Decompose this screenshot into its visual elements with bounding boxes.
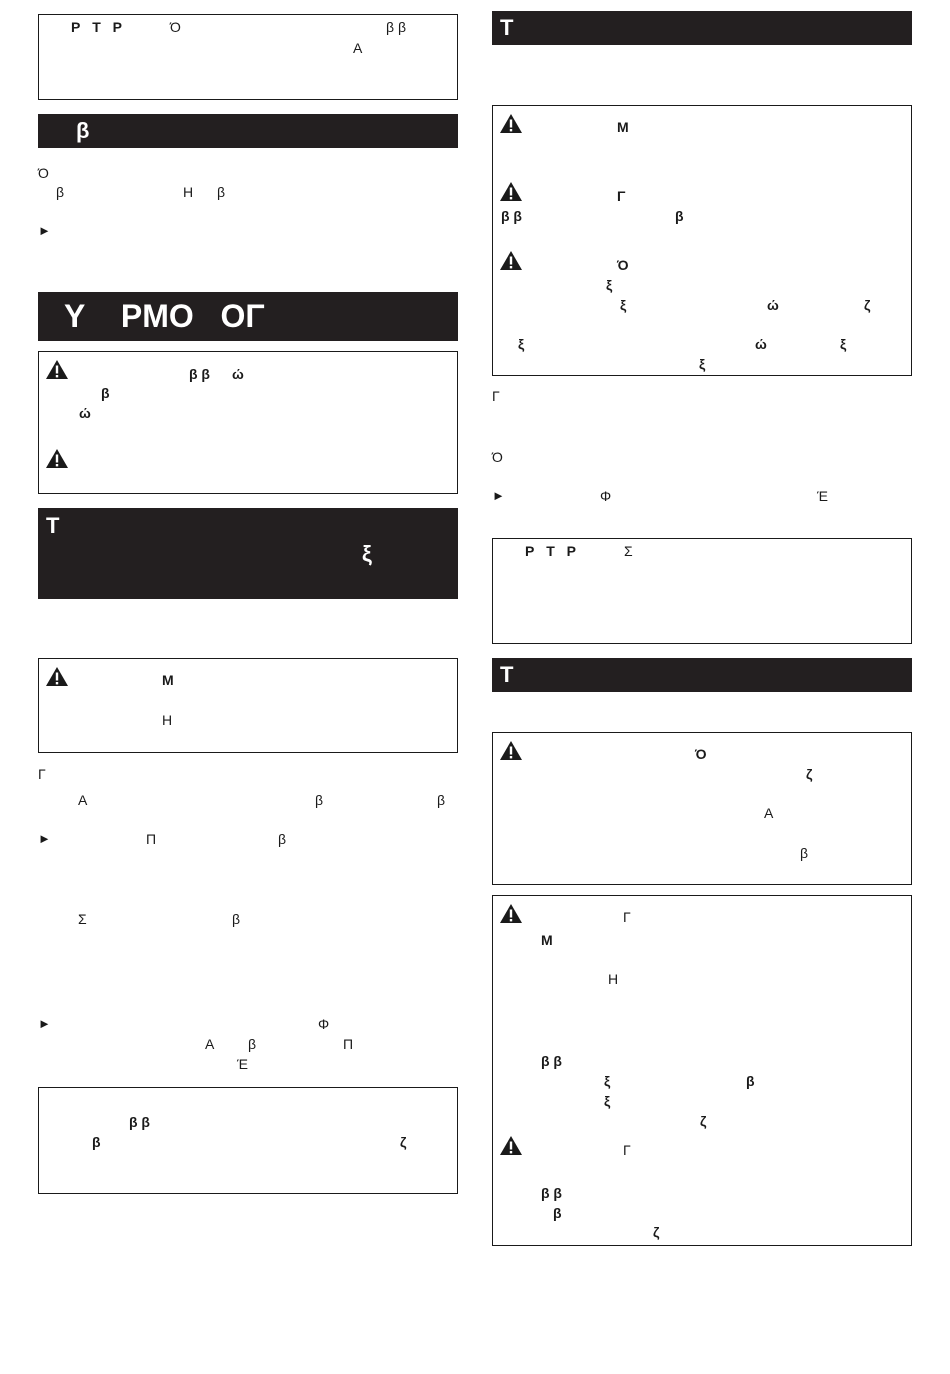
warning-text: ξ — [606, 277, 613, 293]
bullet-arrow: ► — [492, 488, 505, 503]
body-text: Α — [205, 1036, 215, 1052]
body-text: Α — [78, 792, 88, 808]
note-text: Σ — [624, 543, 633, 559]
warning-text: Μ — [162, 672, 174, 688]
warning-text: Α — [764, 805, 774, 821]
section-title: Τ — [500, 15, 514, 40]
warning-text: Γ — [617, 188, 626, 204]
warning-text: ξ — [699, 356, 706, 372]
warning-text: Γ — [623, 909, 631, 925]
warning-text: β β — [541, 1053, 562, 1069]
bullet-arrow: ► — [38, 223, 51, 238]
warning-text: β — [101, 385, 110, 401]
warning-box — [492, 895, 912, 1246]
body-text: β — [315, 792, 324, 808]
body-text: Π — [146, 831, 157, 847]
warning-text: ώ — [755, 336, 767, 352]
warning-box — [38, 351, 458, 494]
warning-icon — [45, 666, 69, 687]
note-text: Α — [353, 40, 363, 56]
body-text: Σ — [78, 911, 87, 927]
body-text: Έ — [817, 488, 828, 504]
warning-icon — [499, 250, 523, 271]
warning-box — [38, 658, 458, 753]
warning-text: ξ — [604, 1093, 611, 1109]
warning-text: β — [746, 1073, 755, 1089]
warning-text: Η — [608, 971, 619, 987]
bullet-arrow: ► — [38, 831, 51, 846]
warning-text: Ό — [695, 746, 707, 762]
warning-box — [492, 105, 912, 376]
note-text: ζ — [400, 1134, 407, 1150]
warning-text: β — [675, 208, 684, 224]
warning-text: Μ — [541, 932, 553, 948]
warning-text: Η — [162, 712, 173, 728]
warning-text: Γ — [623, 1142, 631, 1158]
note-text: β — [92, 1134, 101, 1150]
note-box — [38, 1087, 458, 1194]
note-box — [492, 538, 912, 644]
warning-text: Μ — [617, 119, 629, 135]
section-header — [492, 11, 912, 45]
warning-icon — [499, 1135, 523, 1156]
note-text: β β — [129, 1114, 150, 1130]
body-text: Η — [183, 184, 194, 200]
warning-icon — [499, 903, 523, 924]
body-text: β — [437, 792, 446, 808]
warning-text: ξ — [840, 336, 847, 352]
warning-text: Ό — [617, 257, 629, 273]
warning-text: β β — [189, 366, 210, 382]
warning-text: ζ — [864, 297, 871, 313]
warning-text: β β — [501, 208, 522, 224]
body-text: Έ — [237, 1056, 248, 1072]
warning-icon — [499, 181, 523, 202]
body-text: β — [278, 831, 287, 847]
warning-text: ώ — [232, 366, 244, 382]
warning-text: β β — [541, 1185, 562, 1201]
section-header — [38, 508, 458, 599]
bullet-arrow: ► — [38, 1016, 51, 1031]
section-title: ξ — [362, 541, 372, 566]
note-text: Ό — [170, 19, 181, 35]
warning-text: ζ — [653, 1224, 660, 1240]
section-title: Τ — [46, 513, 60, 538]
section-title: Τ — [500, 662, 514, 687]
body-text: β — [217, 184, 226, 200]
body-text: Φ — [318, 1016, 330, 1032]
note-label: Ρ Τ Ρ — [71, 19, 127, 35]
warning-text: ώ — [767, 297, 779, 313]
section-header — [492, 658, 912, 692]
body-text: β — [232, 911, 241, 927]
warning-text: ξ — [620, 297, 627, 313]
warning-icon — [499, 740, 523, 761]
warning-box — [492, 732, 912, 885]
warning-text: β — [800, 845, 809, 861]
warning-text: β — [553, 1205, 562, 1221]
warning-text: ξ — [518, 336, 525, 352]
body-text: β — [56, 184, 65, 200]
warning-icon — [499, 113, 523, 134]
chapter-title: Υ ΡΜΟ ΟΓ — [64, 298, 265, 334]
section-header — [38, 114, 458, 148]
body-text: β — [248, 1036, 257, 1052]
body-text: Ό — [492, 449, 503, 465]
note-box-top-left — [38, 14, 458, 100]
body-text: Π — [343, 1036, 354, 1052]
note-text: β β — [386, 19, 406, 35]
section-title: β — [76, 118, 90, 143]
warning-icon — [45, 359, 69, 380]
body-text: Ό — [38, 165, 49, 181]
note-label: Ρ Τ Ρ — [525, 543, 581, 559]
body-text: Φ — [600, 488, 612, 504]
warning-text: ζ — [700, 1113, 707, 1129]
body-text: Γ — [492, 388, 500, 404]
warning-text: ξ — [604, 1073, 611, 1089]
warning-text: ώ — [79, 405, 91, 421]
chapter-header — [38, 292, 458, 341]
body-text: Γ — [38, 766, 46, 782]
warning-icon — [45, 448, 69, 469]
warning-text: ζ — [806, 766, 813, 782]
